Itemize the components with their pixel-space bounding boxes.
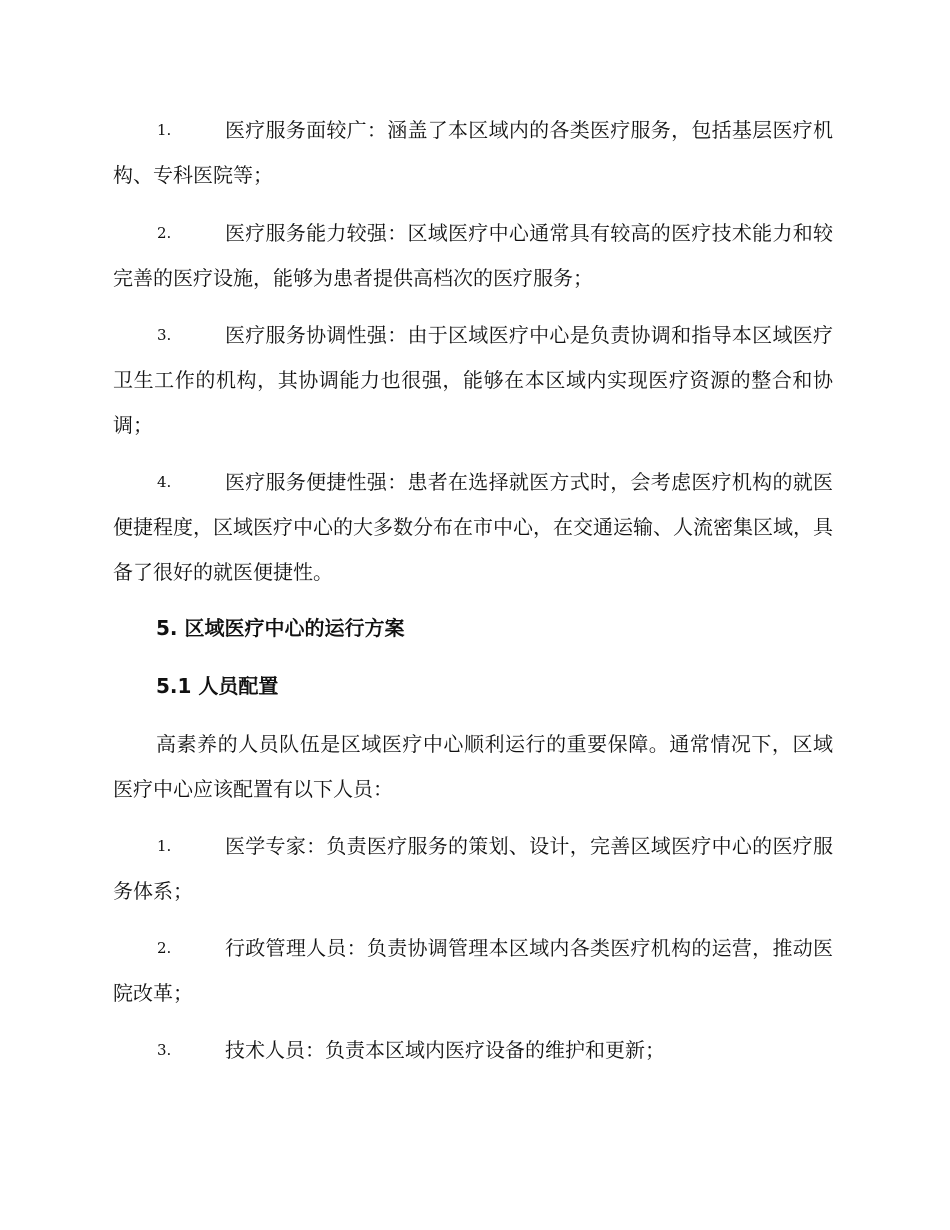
list-number: 4. bbox=[157, 473, 172, 491]
list-item bbox=[113, 460, 833, 595]
list-item bbox=[113, 1028, 833, 1073]
list-text: 医疗服务便捷性强：患者在选择就医方式时，会考虑医疗机构的就医便捷程度，区域医疗中心的大多数分布在市中心，在交通运输、人流密集区域，具备了很好的就医便捷性。 bbox=[113, 470, 833, 584]
list-number: 1. bbox=[157, 837, 172, 855]
list-item bbox=[113, 313, 833, 448]
list-item bbox=[113, 108, 833, 198]
list-text: 医疗服务面较广：涵盖了本区域内的各类医疗服务，包括基层医疗机构、专科医院等； bbox=[113, 118, 833, 187]
list-number: 1. bbox=[157, 121, 172, 139]
subsection-heading: 5.1 人员配置 bbox=[156, 674, 279, 698]
list-text: 医疗服务协调性强：由于区域医疗中心是负责协调和指导本区域医疗卫生工作的机构，其协调能力也很强，能够在本区域内实现医疗资源的整合和协调； bbox=[113, 323, 833, 437]
list-item bbox=[113, 211, 833, 301]
list-item bbox=[113, 926, 833, 1016]
list-number: 2. bbox=[157, 224, 172, 242]
list-number: 3. bbox=[157, 1041, 172, 1059]
list-item bbox=[113, 824, 833, 914]
section-heading: 5. 区域医疗中心的运行方案 bbox=[156, 616, 405, 640]
list-text: 医疗服务能力较强：区域医疗中心通常具有较高的医疗技术能力和较完善的医疗设施，能够为患者提供高档次的医疗服务； bbox=[113, 221, 833, 290]
list-number: 2. bbox=[157, 939, 172, 957]
list-text: 行政管理人员：负责协调管理本区域内各类医疗机构的运营，推动医院改革； bbox=[113, 936, 833, 1005]
list-number: 3. bbox=[157, 326, 172, 344]
list-text: 技术人员：负责本区域内医疗设备的维护和更新； bbox=[225, 1038, 665, 1062]
list-text: 医学专家：负责医疗服务的策划、设计，完善区域医疗中心的医疗服务体系； bbox=[113, 834, 833, 903]
intro-paragraph: 高素养的人员队伍是区域医疗中心顺利运行的重要保障。通常情况下，区域医疗中心应该配置有以下人员： bbox=[113, 732, 833, 801]
